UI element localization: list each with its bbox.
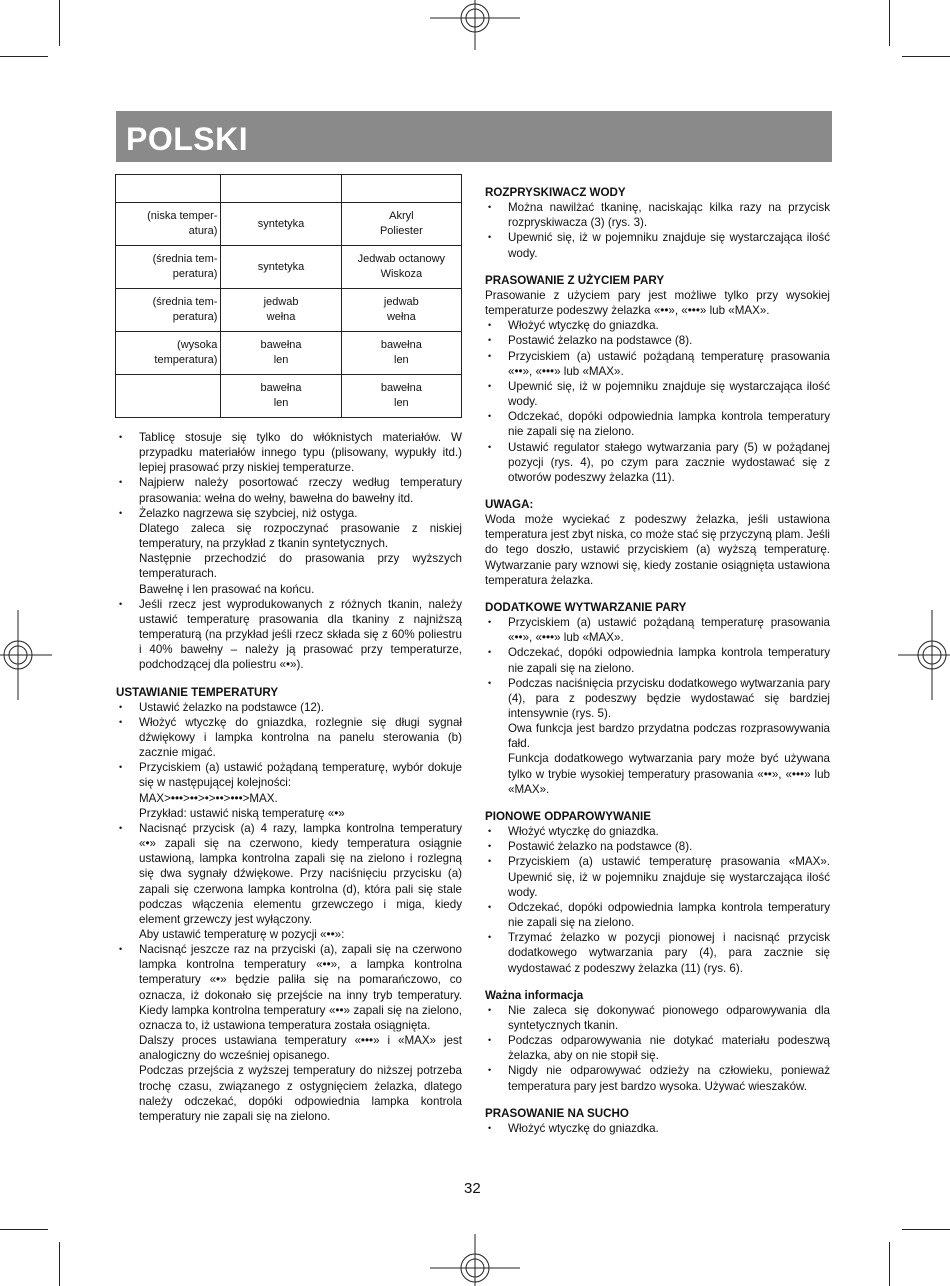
registration-mark-icon [430, 1230, 520, 1286]
table-cell: (średnia tem- peratura) [116, 289, 221, 332]
list-item: • Jeśli rzecz jest wyprodukowanych z różnych tkanin, należy ustawić temperaturę prasowania dla tkaniny z najniższą temperaturą (na przykład jeśli rzecz składa się z 60% poliestru i 40% bawełny – należy ją prasować przy temperaturze, podchodzącej dla poliestru «•»). [116, 597, 462, 673]
list-item: • Odczekać, dopóki odpowiednia lampka kontrola temperatury nie zapali się na zielono. [485, 645, 830, 675]
table-cell: syntetyka [221, 203, 341, 246]
list-item: • Nacisnąć przycisk (a) 4 razy, lampka kontrolna temperatury «•» zapali się na czerwono, kiedy temperatura osiągnie ustawioną, lampka kontrolna zapali się na zielono i rozlegną się dwa sygnały dźwiękowe. Przy naciśnięciu przycisku (a) zapali się czerwona lampka kontrolna (d), która pali się stale podczas włączenia elementu grzewczego i miga, kiedy element grzewczy jest wyłączony. [116, 821, 462, 927]
list-item: • Nie zaleca się dokonywać pionowego odparowywania dla syntetycznych tkanin. [485, 1003, 830, 1033]
list-item-continuation: Następnie przechodzić do prasowania przy wyższych temperaturach. [139, 552, 462, 581]
table-cell: syntetyka [221, 246, 341, 289]
section-heading: ROZPRYSKIWACZ WODY [485, 186, 626, 199]
list-item: • Ustawić żelazko na podstawce (12). [116, 700, 462, 715]
list-item: • Podczas naciśnięcia przycisku dodatkowego wytwarzania pary (4), para z podeszwy będzie wydostawać się bardziej intensywnie (rys. 5). [485, 676, 830, 721]
section-heading: USTAWIANIE TEMPERATURY [116, 685, 279, 699]
paragraph: Prasowanie z użyciem pary jest możliwe tylko przy wysokiej temperaturze podeszwy żelazka «••», «•••» lub «MAX». [485, 288, 830, 318]
paragraph: Woda może wyciekać z podeszwy żelazka, jeśli ustawiona temperatura jest zbyt niska, co może stać się przyczyną plam. Jeśli do tego doszło, ustawić przyciskiem (a) wyższą temperaturę. Wytwarzanie pary wznowi się, kiedy zostanie osiągnięta ustawiona temperatura żelazka. [485, 513, 830, 587]
registration-mark-icon [894, 610, 950, 700]
list-item-continuation: Owa funkcja jest bardzo przydatna podczas rozprasowywania fałd. [508, 722, 830, 751]
list-item-continuation: MAX>•••>••>•>••>•••>MAX. [139, 791, 278, 805]
list-item: • Włożyć wtyczkę do gniazdka. [485, 318, 830, 333]
table-cell: bawełna len [221, 332, 341, 375]
section-header [116, 111, 832, 162]
section-title: POLSKI [126, 121, 249, 157]
table-cell: bawełna len [221, 375, 341, 418]
list-item: • Włożyć wtyczkę do gniazdka. [485, 824, 830, 839]
crop-mark [0, 56, 48, 57]
section-heading: PRASOWANIE Z UŻYCIEM PARY [485, 273, 665, 287]
list-item-continuation: Bawełnę i len prasować na końcu. [139, 582, 315, 596]
left-column [116, 430, 462, 1124]
list-item-continuation: Przykład: ustawić niską temperaturę «•» [139, 806, 345, 820]
table-header-cell [341, 175, 461, 203]
list-item: • Trzymać żelazko w pozycji pionowej i nacisnąć przycisk dodatkowego wytwarzania pary (4), para zacznie się wydostawać z podeszwy żelazka (11) (rys. 6). [485, 930, 830, 975]
list-item: • Upewnić się, iż w pojemniku znajduje się wystarczająca ilość wody. [485, 379, 830, 409]
crop-mark [889, 0, 890, 46]
list-item: • Odczekać, dopóki odpowiednia lampka kontrola temperatury nie zapali się na zielono. [485, 409, 830, 439]
crop-mark [0, 1229, 48, 1230]
crop-mark [59, 1242, 60, 1286]
table-cell: jedwab wełna [341, 289, 461, 332]
crop-mark [902, 1229, 950, 1230]
table-cell: (niska temper- atura) [116, 203, 221, 246]
table-row [116, 246, 462, 289]
list-item: • Przyciskiem (a) ustawić temperaturę prasowania «MAX». Upewnić się, iż w pojemniku znajduje się wystarczająca ilość wody. [485, 854, 830, 899]
table-header-cell [116, 175, 221, 203]
table-cell: jedwab wełna [221, 289, 341, 332]
table-cell: Akryl Poliester [341, 203, 461, 246]
list-item: • Tablicę stosuje się tylko do włóknistych materiałów. W przypadku materiałów innego typu (plisowany, wypukły itd.) lepiej prasować przy niskiej temperaturze. [116, 430, 462, 475]
section-heading: UWAGA: [485, 497, 534, 511]
table-row [116, 289, 462, 332]
table-cell: (średnia tem- peratura) [116, 246, 221, 289]
table-cell: (wysoka temperatura) [116, 332, 221, 375]
crop-mark [902, 56, 950, 57]
list-item: • Podczas odparowywania nie dotykać materiału podeszwą żelazka, aby on nie stopił się. [485, 1033, 830, 1063]
list-item: • Upewnić się, iż w pojemniku znajduje się wystarczająca ilość wody. [485, 230, 830, 260]
table-cell: bawełna len [341, 332, 461, 375]
list-item: • Postawić żelazko na podstawce (8). [485, 333, 830, 348]
list-item: • Nacisnąć jeszcze raz na przyciski (a), zapali się na czerwono lampka kontrolna temperatury «••», a lampka kontrolna temperatury «•» będzie paliła się na pomarańczowo, co oznacza, iż dokonało się przejście na inny tryb temperatury. Kiedy lampka kontrolna temperatury «••» zapali się na zielono, oznacza to, iż ustawiona temperatura została osiągnięta. [116, 942, 462, 1033]
list-item-continuation: Aby ustawić temperaturę w pozycji «••»: [139, 928, 345, 941]
registration-mark-icon [0, 610, 56, 700]
table-row [116, 332, 462, 375]
table-row [116, 203, 462, 246]
section-heading: DODATKOWE WYTWARZANIE PARY [485, 600, 687, 614]
list-item: • Postawić żelazko na podstawce (8). [485, 839, 830, 854]
table-header-cell [221, 175, 341, 203]
crop-mark [889, 1242, 890, 1286]
list-item: • Przyciskiem (a) ustawić pożądaną temperaturę, wybór dokuje się w następującej kolejności: [116, 760, 462, 790]
temperature-table [115, 174, 462, 418]
list-item: • Można nawilżać tkaninę, naciskając kilka razy na przycisk rozpryskiwacza (3) (rys. 3). [485, 200, 830, 230]
table-cell: Jedwab octanowy Wiskoza [341, 246, 461, 289]
list-item: • Przyciskiem (a) ustawić pożądaną temperaturę prasowania «••», «•••» lub «MAX». [485, 615, 830, 645]
list-item: • Włożyć wtyczkę do gniazdka. [485, 1121, 830, 1136]
right-column [485, 185, 830, 1136]
list-item: • Żelazko nagrzewa się szybciej, niż ostyga. [116, 506, 462, 521]
list-item-continuation: Podczas przejścia z wyższej temperatury do niższej potrzeba trochę czasu, związanego z ostygnięciem żelazka, dlatego należy odczekać, dopóki odpowiednia lampka kontrola temperatury nie zapali się na zielono. [139, 1064, 462, 1123]
list-item: • Włożyć wtyczkę do gniazdka, rozlegnie się długi sygnał dźwiękowy i lampka kontrolna na panelu sterowania (b) zacznie migać. [116, 715, 462, 760]
table-cell: bawełna len [341, 375, 461, 418]
list-item: • Odczekać, dopóki odpowiednia lampka kontrola temperatury nie zapali się na zielono. [485, 900, 830, 930]
crop-mark [59, 0, 60, 46]
list-item-continuation: Funkcja dodatkowego wytwarzania pary może być używana tylko w trybie wysokiej temperatury prasowania «••», «•••» lub «MAX». [508, 752, 830, 796]
section-heading: PIONOWE ODPAROWYWANIE [485, 809, 651, 823]
list-item: • Ustawić regulator stałego wytwarzania pary (5) w pożądanej pozycji (rys. 4), po czym para zacznie wydostawać się z otworów podeszwy żelazka (11). [485, 440, 830, 485]
page-number: 32 [464, 1180, 481, 1197]
list-item: • Najpierw należy posortować rzeczy według temperatury prasowania: wełna do wełny, bawełna do bawełny itd. [116, 475, 462, 505]
list-item-continuation: Dalszy proces ustawiana temperatury «•••» i «MAX» jest analogiczny do wcześniej opisanego. [139, 1034, 462, 1063]
table-header-row [116, 175, 462, 203]
section-heading: Ważna informacja [485, 988, 584, 1002]
table-cell [116, 375, 221, 418]
registration-mark-icon [430, 0, 520, 56]
table-row [116, 375, 462, 418]
list-item: • Przyciskiem (a) ustawić pożądaną temperaturę prasowania «••», «•••» lub «MAX». [485, 349, 830, 379]
list-item-continuation: Dlatego zaleca się rozpoczynać prasowanie z niskiej temperatury, na przykład z tkanin syntetycznych. [139, 521, 462, 551]
list-item: • Nigdy nie odparowywać odzieży na człowieku, ponieważ temperatura pary jest bardzo wysoka. Używać wieszaków. [485, 1063, 830, 1093]
section-heading: PRASOWANIE NA SUCHO [485, 1106, 629, 1120]
